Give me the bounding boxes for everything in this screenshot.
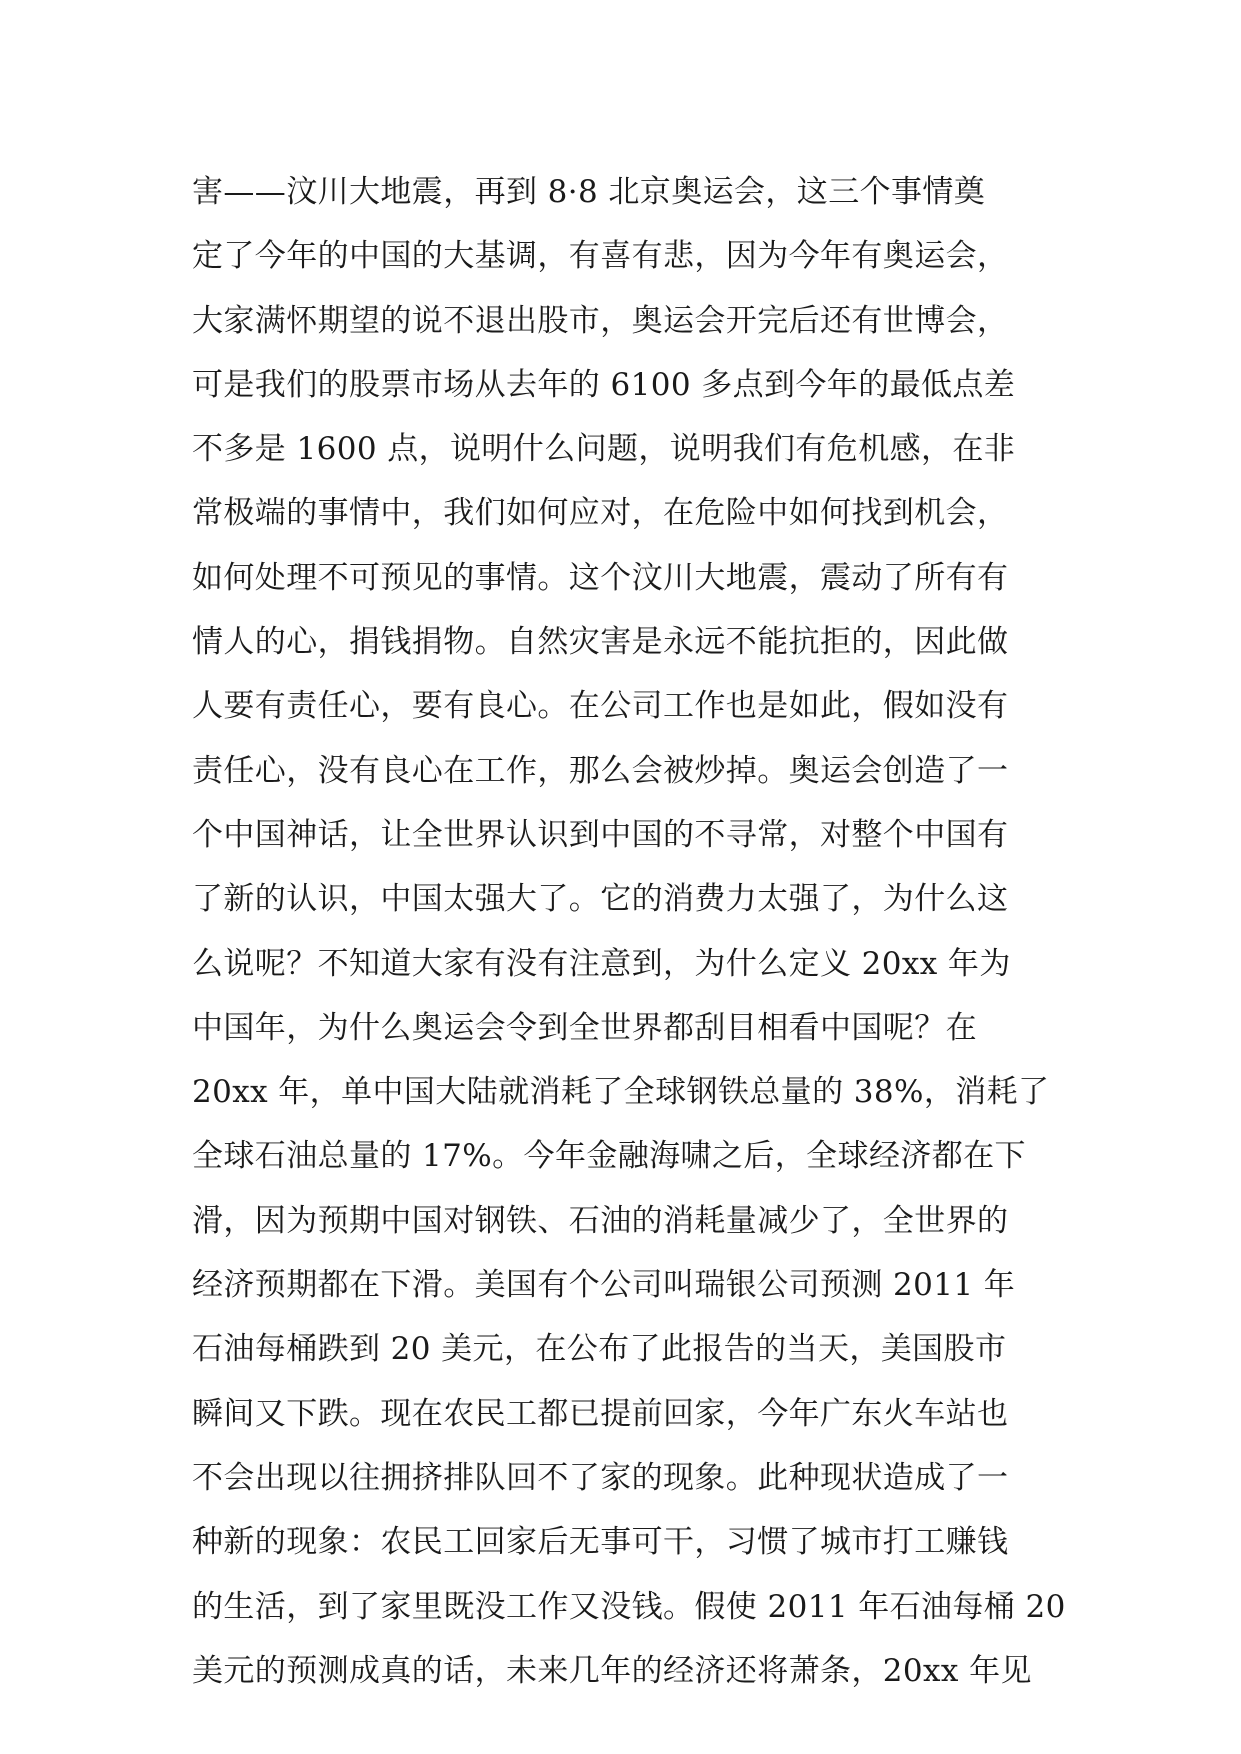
- text-line: 了新的认识，中国太强大了。它的消费力太强了，为什么这: [192, 881, 1009, 918]
- text-line: 石油每桶跌到 20 美元，在公布了此报告的当天，美国股市: [192, 1331, 1007, 1368]
- text-line: 20xx 年，单中国大陆就消耗了全球钢铁总量的 38%，消耗了: [192, 1074, 1050, 1111]
- text-line: 不多是 1600 点，说明什么问题，说明我们有危机感，在非: [192, 431, 1016, 468]
- text-line: 不会出现以往拥挤排队回不了家的现象。此种现状造成了一: [192, 1459, 1009, 1496]
- text-line: 如何处理不可预见的事情。这个汶川大地震，震动了所有有: [192, 559, 1009, 596]
- text-line: 可是我们的股票市场从去年的 6100 多点到今年的最低点差: [192, 366, 1016, 403]
- text-line: 常极端的事情中，我们如何应对，在危险中如何找到机会，: [192, 495, 1009, 532]
- text-line: 种新的现象：农民工回家后无事可干，习惯了城市打工赚钱: [192, 1524, 1009, 1561]
- text-line: 定了今年的中国的大基调，有喜有悲，因为今年有奥运会，: [192, 238, 1009, 275]
- body-text: [192, 160, 1072, 1703]
- text-line: 滑，因为预期中国对钢铁、石油的消耗量减少了，全世界的: [192, 1202, 1009, 1239]
- text-line: 全球石油总量的 17%。今年金融海啸之后，全球经济都在下: [192, 1138, 1026, 1175]
- text-line: 美元的预测成真的话，未来几年的经济还将萧条，20xx 年见: [192, 1652, 1032, 1689]
- text-line: 个中国神话，让全世界认识到中国的不寻常，对整个中国有: [192, 816, 1009, 853]
- text-line: 么说呢？不知道大家有没有注意到，为什么定义 20xx 年为: [192, 945, 1011, 982]
- text-line: 责任心，没有良心在工作，那么会被炒掉。奥运会创造了一: [192, 752, 1009, 789]
- text-line: 瞬间又下跌。现在农民工都已提前回家，今年广东火车站也: [192, 1395, 1009, 1432]
- text-line: 大家满怀期望的说不退出股市，奥运会开完后还有世博会，: [192, 302, 1009, 339]
- text-line: 人要有责任心，要有良心。在公司工作也是如此，假如没有: [192, 688, 1009, 725]
- text-line: 害——汶川大地震，再到 8·8 北京奥运会，这三个事情奠: [192, 174, 986, 210]
- text-line: 的生活，到了家里既没工作又没钱。假使 2011 年石油每桶 20: [192, 1588, 1066, 1625]
- text-line: 经济预期都在下滑。美国有个公司叫瑞银公司预测 2011 年: [192, 1267, 1016, 1304]
- text-line: 中国年，为什么奥运会令到全世界都刮目相看中国呢？在: [192, 1009, 977, 1046]
- text-line: 情人的心，捐钱捐物。自然灾害是永远不能抗拒的，因此做: [192, 624, 1009, 661]
